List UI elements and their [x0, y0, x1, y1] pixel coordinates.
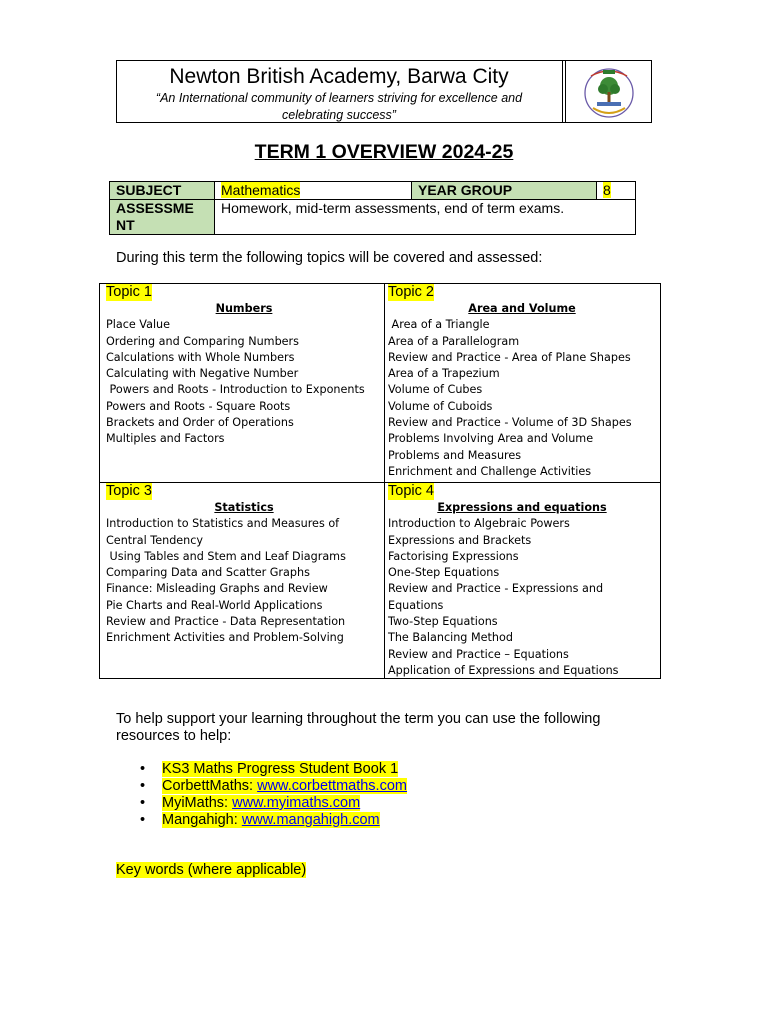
list-item: Calculating with Negative Number — [106, 367, 299, 381]
support-line-2: resources to help: — [116, 728, 232, 744]
subject-value: Mathematics — [221, 182, 301, 198]
topic-list — [106, 317, 382, 447]
list-item: Application of Expressions and Equations — [388, 663, 619, 677]
topic-heading: Numbers — [215, 302, 273, 316]
list-item: Enrichment and Challenge Activities — [388, 464, 592, 478]
year-value-cell — [597, 182, 636, 200]
corbettmaths-link[interactable]: www.corbettmaths.com — [257, 778, 407, 794]
list-item: Introduction to Statistics and Measures of — [106, 517, 340, 531]
list-item: Powers and Roots - Introduction to Exponents — [106, 383, 365, 397]
list-item: Problems Involving Area and Volume — [388, 432, 594, 446]
myimaths-link[interactable]: www.myimaths.com — [232, 795, 361, 811]
assessment-label-line-1: ASSESSME — [116, 200, 194, 216]
assessment-value: Homework, mid-term assessments, end of term exams. — [221, 200, 565, 216]
list-item: The Balancing Method — [388, 631, 513, 645]
list-item: Multiples and Factors — [106, 432, 225, 446]
list-item: Area of a Parallelogram — [388, 334, 520, 348]
list-item: One-Step Equations — [388, 566, 500, 580]
school-crest-icon — [579, 64, 639, 120]
list-item: Using Tables and Stem and Leaf Diagrams — [106, 549, 346, 563]
list-item: Calculations with Whole Numbers — [106, 350, 295, 364]
list-item: Brackets and Order of Operations — [106, 416, 294, 430]
topic-cell-2 — [388, 284, 656, 480]
topic-label: Topic 2 — [388, 284, 434, 300]
header-text — [117, 61, 561, 122]
list-item: Area of a Triangle — [388, 318, 490, 332]
support-text — [116, 711, 656, 745]
topic-list — [388, 317, 656, 480]
mangahigh-link[interactable]: www.mangahigh.com — [241, 812, 380, 828]
header-divider — [562, 61, 563, 122]
resource-item — [140, 812, 407, 829]
topic-label: Topic 4 — [388, 483, 434, 499]
resource-label: CorbettMaths: — [162, 778, 258, 794]
support-line-1: To help support your learning throughout the term you can use the following — [116, 711, 601, 727]
page-title: TERM 1 OVERVIEW 2024-25 — [254, 141, 514, 163]
topic-label: Topic 3 — [106, 483, 152, 499]
list-item: Volume of Cuboids — [388, 399, 493, 413]
list-item: Review and Practice - Data Representation — [106, 615, 346, 629]
year-group-value: 8 — [603, 182, 611, 198]
topic-list — [106, 516, 382, 646]
subject-info-table — [109, 181, 636, 235]
resource-item — [140, 795, 407, 812]
school-name: Newton British Academy, Barwa City — [169, 65, 509, 88]
assessment-label-line-2: NT — [116, 217, 135, 233]
assessment-label-cell — [110, 200, 215, 235]
list-item: Area of a Trapezium — [388, 367, 500, 381]
school-header — [116, 60, 652, 123]
topic-cell-4 — [388, 483, 656, 679]
bullet-icon: • — [140, 778, 146, 794]
school-motto-line-1: “An International community of learners striving for excellence and — [155, 91, 523, 105]
list-item: Place Value — [106, 318, 171, 332]
resource-item — [140, 778, 407, 795]
subject-label: SUBJECT — [116, 182, 182, 198]
grid-divider — [384, 284, 385, 678]
bullet-icon: • — [140, 795, 146, 811]
resource-item — [140, 761, 407, 778]
subject-value-cell — [215, 182, 412, 200]
list-item: Equations — [388, 598, 444, 612]
list-item: Two-Step Equations — [388, 615, 498, 629]
topics-intro: During this term the following topics will be covered and assessed: — [116, 250, 543, 266]
year-group-label: YEAR GROUP — [418, 182, 513, 198]
topic-cell-3 — [106, 483, 382, 647]
list-item: Review and Practice - Expressions and — [388, 582, 604, 596]
list-item: Powers and Roots - Square Roots — [106, 399, 291, 413]
resource-label: KS3 Maths Progress Student Book 1 — [162, 761, 399, 777]
list-item: Comparing Data and Scatter Graphs — [106, 566, 310, 580]
topics-grid — [99, 283, 661, 679]
topic-label: Topic 1 — [106, 284, 152, 300]
list-item: Pie Charts and Real-World Applications — [106, 598, 323, 612]
topic-heading: Statistics — [214, 501, 274, 515]
list-item: Expressions and Brackets — [388, 533, 532, 547]
list-item: Factorising Expressions — [388, 549, 519, 563]
resource-label: MyiMaths: — [162, 795, 233, 811]
list-item: Finance: Misleading Graphs and Review — [106, 582, 328, 596]
topic-list — [388, 516, 656, 679]
resource-list — [140, 761, 407, 829]
list-item: Review and Practice – Equations — [388, 647, 569, 661]
topic-heading: Area and Volume — [468, 302, 576, 316]
resource-label: Mangahigh: — [162, 812, 242, 828]
list-item: Problems and Measures — [388, 448, 522, 462]
list-item: Volume of Cubes — [388, 383, 483, 397]
bullet-icon: • — [140, 812, 146, 828]
list-item: Review and Practice - Area of Plane Shapes — [388, 350, 631, 364]
header-divider — [565, 61, 566, 122]
keywords-heading — [116, 862, 306, 878]
list-item: Central Tendency — [106, 533, 204, 547]
list-item: Ordering and Comparing Numbers — [106, 334, 299, 348]
topic-heading: Expressions and equations — [437, 501, 607, 515]
list-item: Review and Practice - Volume of 3D Shapes — [388, 416, 632, 430]
subject-label-cell — [110, 182, 215, 200]
year-label-cell — [412, 182, 597, 200]
bullet-icon: • — [140, 761, 146, 777]
list-item: Enrichment Activities and Problem-Solving — [106, 631, 344, 645]
assessment-value-cell — [215, 200, 636, 235]
topic-cell-1 — [106, 284, 382, 448]
list-item: Introduction to Algebraic Powers — [388, 517, 570, 531]
school-motto-line-2: celebrating success” — [282, 108, 396, 122]
keywords-label: Key words (where applicable) — [116, 862, 307, 878]
